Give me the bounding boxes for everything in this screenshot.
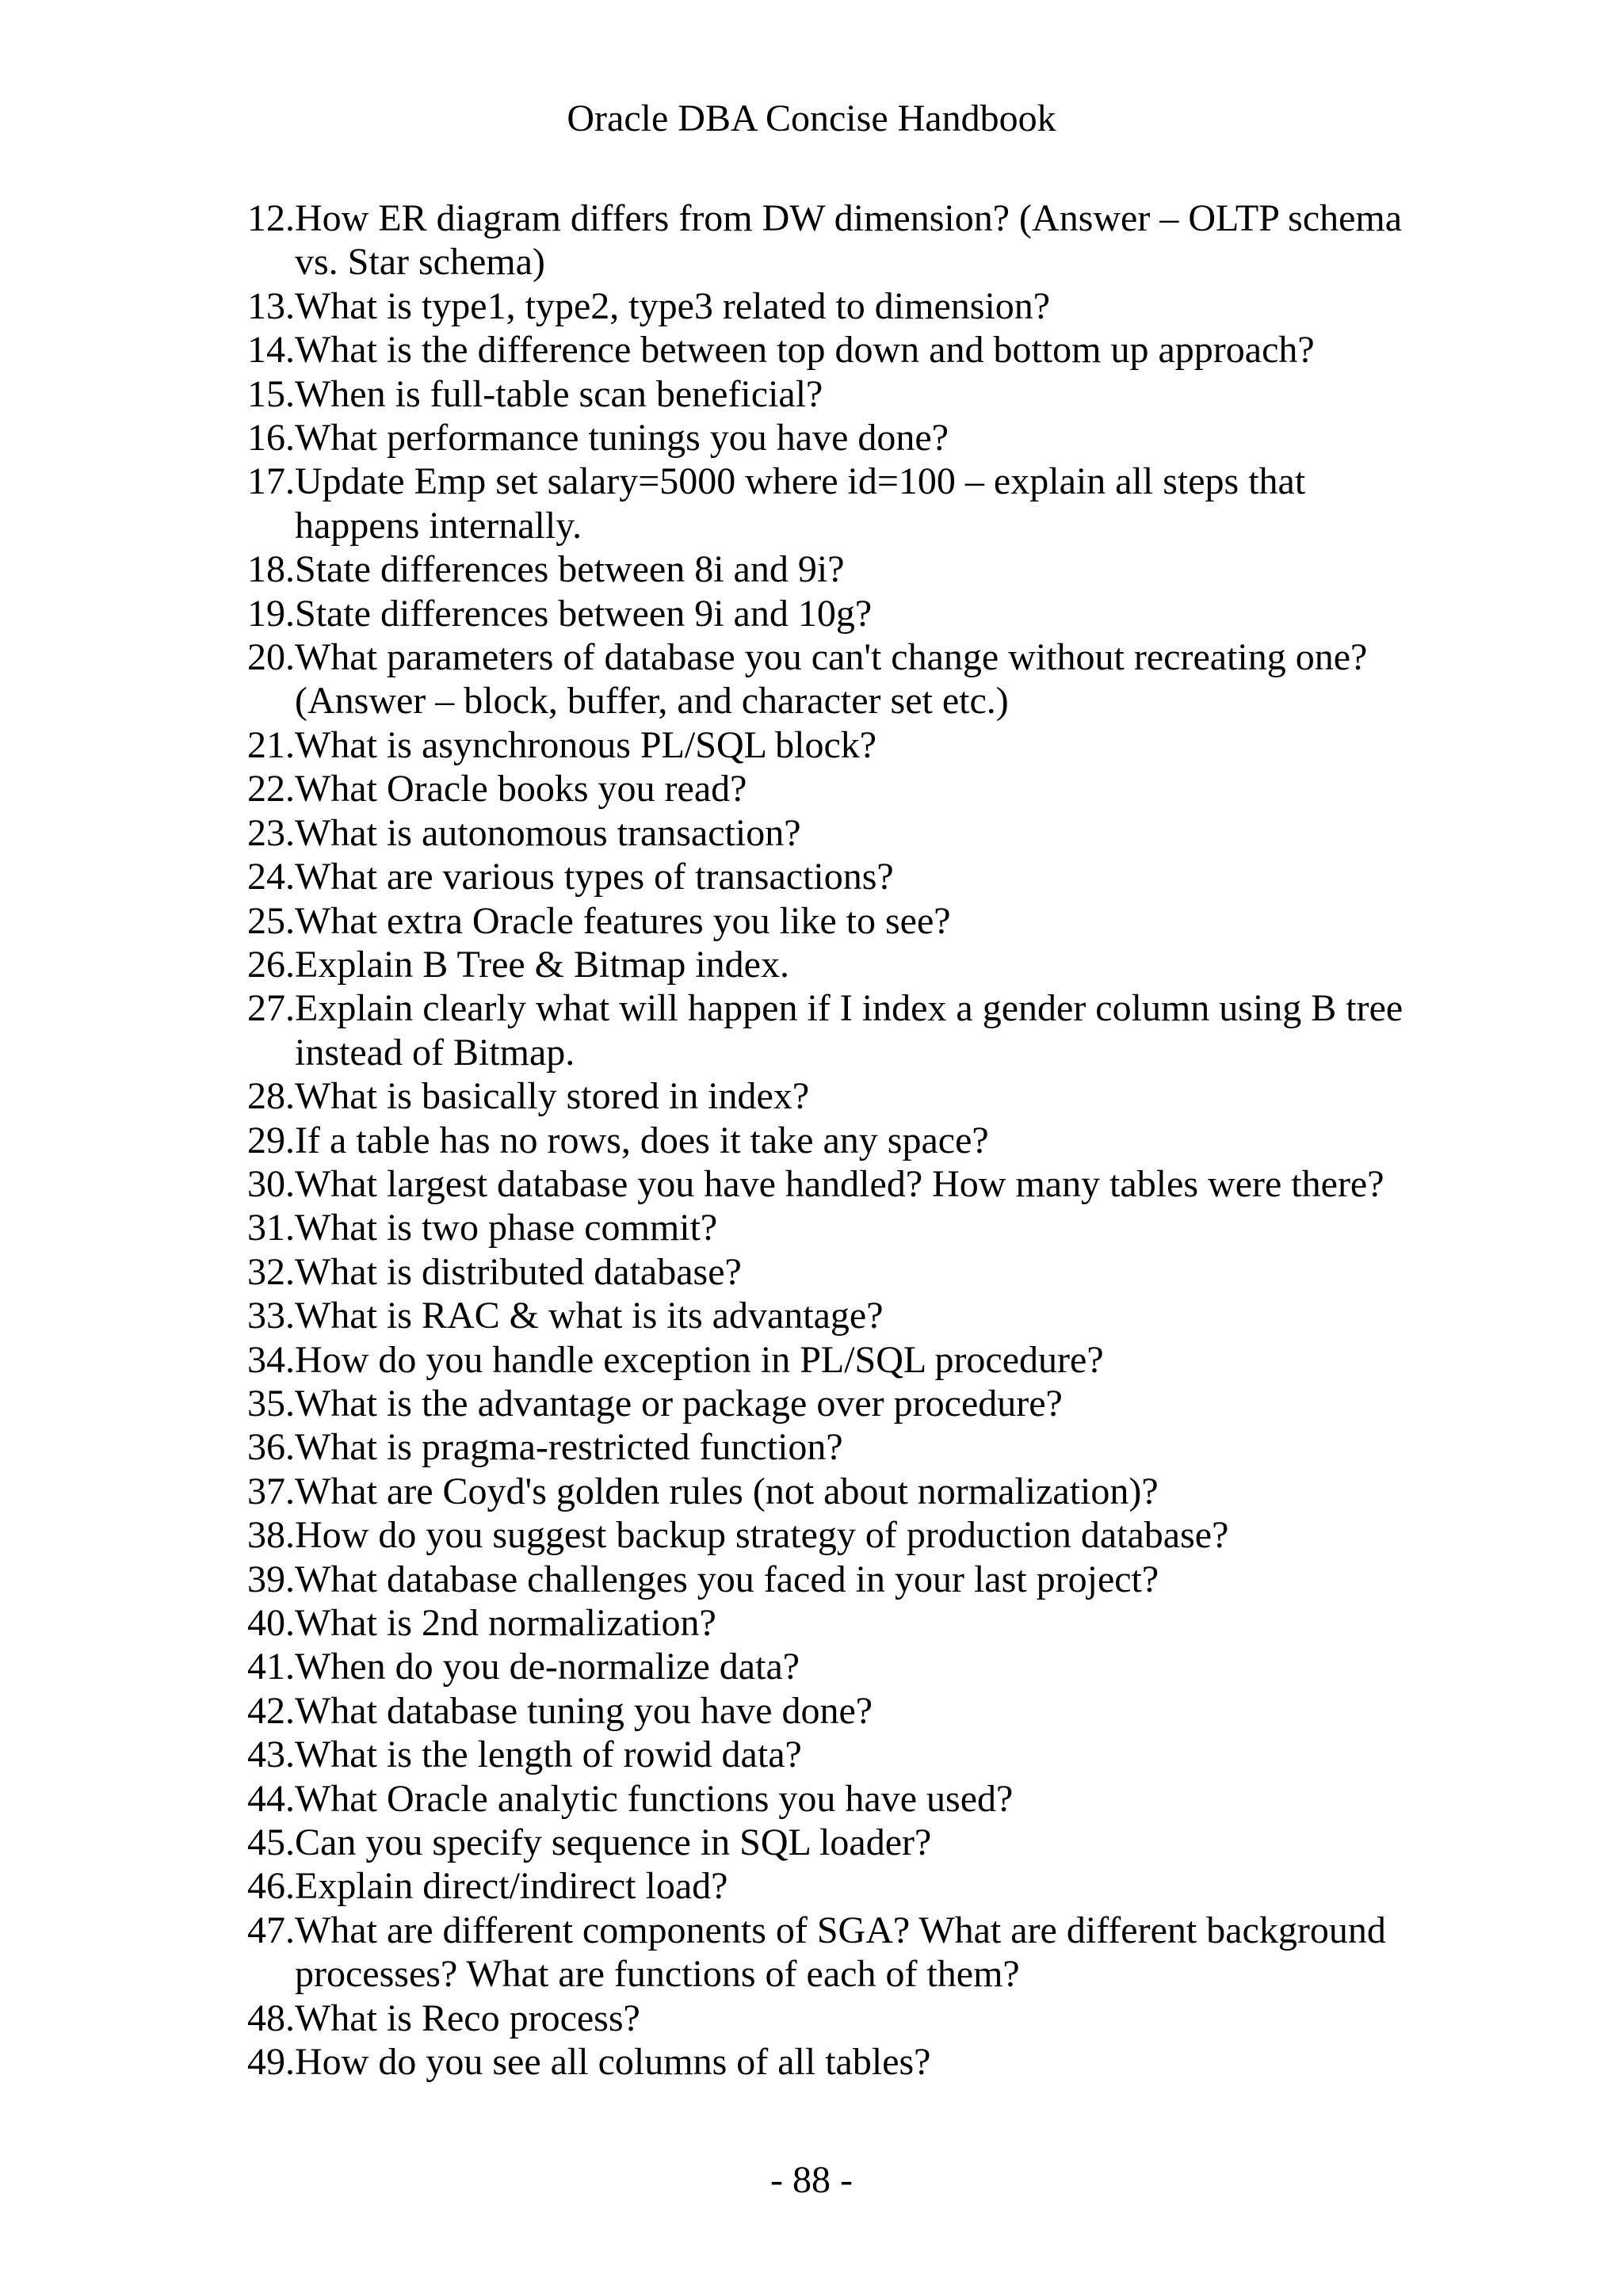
question-text: [295, 1821, 1442, 1864]
question-text-line: happens internally.: [295, 504, 582, 547]
question-item: [238, 592, 1442, 635]
question-text-line: processes? What are functions of each of them?: [295, 1953, 1020, 1996]
question-number: 46.: [247, 1865, 295, 1908]
question-text-line: How do you suggest backup strategy of production database?: [295, 1514, 1229, 1557]
question-text: [295, 635, 1442, 723]
question-text-line: Explain direct/indirect load?: [295, 1865, 728, 1908]
question-item: [238, 460, 1442, 547]
question-item: [238, 1864, 1442, 1908]
question-text-line: When is full-table scan beneficial?: [295, 372, 823, 415]
question-text: [295, 592, 1442, 635]
question-number: 28.: [247, 1075, 295, 1118]
question-number: 45.: [247, 1821, 295, 1864]
question-item: [238, 1294, 1442, 1337]
question-text-line: What is type1, type2, type3 related to dimension?: [295, 284, 1051, 327]
question-item: [238, 196, 1442, 284]
question-text-line: What database challenges you faced in your last project?: [295, 1558, 1159, 1600]
question-item: [238, 767, 1442, 810]
question-number: 32.: [247, 1250, 295, 1293]
question-text-line: State differences between 8i and 9i?: [295, 548, 845, 591]
question-text-line: What extra Oracle features you like to see?: [295, 899, 951, 942]
question-number: 26.: [247, 943, 295, 986]
question-item: [238, 1119, 1442, 1162]
question-text: [295, 196, 1442, 284]
question-text-line: How ER diagram differs from DW dimension? (Answer – OLTP schema: [295, 197, 1403, 239]
question-text: [295, 1250, 1442, 1294]
question-text: [295, 986, 1442, 1074]
question-item: [238, 372, 1442, 416]
question-number: 43.: [247, 1733, 295, 1776]
question-text: [295, 1425, 1442, 1469]
question-item: [238, 723, 1442, 767]
question-text-line: What are different components of SGA? What are different background: [295, 1909, 1386, 1951]
question-number: 17.: [247, 460, 295, 503]
question-item: [238, 1909, 1442, 1997]
question-text-line: What is distributed database?: [295, 1250, 742, 1293]
question-item: [238, 547, 1442, 591]
question-number: 15.: [247, 372, 295, 415]
question-item: [238, 1382, 1442, 1425]
question-item: [238, 416, 1442, 460]
question-text-line: What is two phase commit?: [295, 1207, 718, 1249]
page-header-title: Oracle DBA Concise Handbook: [567, 97, 1056, 139]
question-item: [238, 1645, 1442, 1688]
question-text-line: vs. Star schema): [295, 241, 545, 284]
question-text: [295, 1294, 1442, 1337]
question-number: 33.: [247, 1295, 295, 1337]
question-number: 29.: [247, 1119, 295, 1161]
question-number: 37.: [247, 1470, 295, 1512]
question-text: [295, 1601, 1442, 1645]
question-item: [238, 1074, 1442, 1118]
question-text: [295, 1513, 1442, 1557]
question-number: 48.: [247, 1997, 295, 2039]
question-item: [238, 1689, 1442, 1733]
question-text: [295, 1074, 1442, 1118]
question-text-line: What is the advantage or package over procedure?: [295, 1382, 1063, 1425]
question-text-line: What is autonomous transaction?: [295, 811, 801, 854]
question-text-line: Explain B Tree & Bitmap index.: [295, 943, 789, 986]
question-text: [295, 547, 1442, 591]
question-item: [238, 2040, 1442, 2084]
question-text-line: Explain clearly what will happen if I index a gender column using B tree: [295, 987, 1403, 1030]
question-text-line: (Answer – block, buffer, and character set etc.): [295, 680, 1009, 723]
question-text-line: How do you handle exception in PL/SQL procedure?: [295, 1338, 1104, 1381]
question-number: 14.: [247, 329, 295, 372]
question-number: 16.: [247, 417, 295, 460]
question-number: 38.: [247, 1514, 295, 1557]
question-text: [295, 1645, 1442, 1688]
question-text-line: How do you see all columns of all tables?: [295, 2041, 931, 2084]
question-text-line: What is pragma-restricted function?: [295, 1426, 843, 1469]
question-item: [238, 899, 1442, 943]
question-text-line: What is the length of rowid data?: [295, 1733, 802, 1776]
question-number: 39.: [247, 1558, 295, 1600]
question-text-line: What Oracle books you read?: [295, 768, 747, 810]
question-number: 22.: [247, 768, 295, 810]
question-text-line: If a table has no rows, does it take any space?: [295, 1119, 989, 1161]
question-text: [295, 372, 1442, 416]
question-number: 21.: [247, 723, 295, 766]
question-item: [238, 1997, 1442, 2040]
question-text: [295, 1777, 1442, 1821]
question-text: [295, 1382, 1442, 1425]
question-number: 34.: [247, 1338, 295, 1381]
question-number: 13.: [247, 284, 295, 327]
question-item: [238, 1470, 1442, 1513]
question-text: [295, 1206, 1442, 1249]
question-number: 49.: [247, 2041, 295, 2084]
question-text: [295, 1864, 1442, 1908]
question-text-line: What is 2nd normalization?: [295, 1602, 716, 1644]
question-item: [238, 1162, 1442, 1206]
question-number: 30.: [247, 1162, 295, 1205]
question-text: [295, 899, 1442, 943]
question-text: [295, 460, 1442, 547]
question-item: [238, 943, 1442, 986]
question-number: 18.: [247, 548, 295, 591]
question-text-line: What largest database you have handled? How many tables were there?: [295, 1162, 1384, 1205]
question-text-line: What is the difference between top down and bottom up approach?: [295, 329, 1315, 372]
question-text: [295, 1119, 1442, 1162]
question-number: 31.: [247, 1207, 295, 1249]
question-item: [238, 1601, 1442, 1645]
question-text: [295, 811, 1442, 855]
question-item: [238, 1338, 1442, 1382]
question-text-line: What are Coyd's golden rules (not about normalization)?: [295, 1470, 1159, 1512]
question-number: 12.: [247, 197, 295, 239]
question-text: [295, 1470, 1442, 1513]
question-item: [238, 1821, 1442, 1864]
question-text-line: When do you de-normalize data?: [295, 1646, 800, 1688]
question-text: [295, 855, 1442, 898]
question-text: [295, 416, 1442, 460]
question-text: [295, 1909, 1442, 1997]
question-item: [238, 284, 1442, 328]
question-text: [295, 943, 1442, 986]
question-number: 47.: [247, 1909, 295, 1951]
page-number: - 88 -: [770, 2159, 853, 2201]
question-text-line: What parameters of database you can't change without recreating one?: [295, 636, 1368, 679]
question-list: [238, 196, 1442, 2084]
question-number: 42.: [247, 1689, 295, 1732]
question-text-line: What is basically stored in index?: [295, 1075, 810, 1118]
question-number: 24.: [247, 856, 295, 898]
question-number: 23.: [247, 811, 295, 854]
question-number: 19.: [247, 592, 295, 635]
question-text-line: Update Emp set salary=5000 where id=100 – explain all steps that: [295, 460, 1306, 503]
question-number: 40.: [247, 1602, 295, 1644]
question-item: [238, 635, 1442, 723]
question-text-line: Can you specify sequence in SQL loader?: [295, 1821, 932, 1864]
question-text-line: What database tuning you have done?: [295, 1689, 873, 1732]
question-text: [295, 767, 1442, 810]
question-item: [238, 1425, 1442, 1469]
question-text: [295, 1558, 1442, 1601]
question-text: [295, 1689, 1442, 1733]
question-number: 36.: [247, 1426, 295, 1469]
question-text: [295, 1162, 1442, 1206]
question-number: 25.: [247, 899, 295, 942]
question-text: [295, 2040, 1442, 2084]
question-text-line: What performance tunings you have done?: [295, 417, 949, 460]
question-text-line: State differences between 9i and 10g?: [295, 592, 873, 635]
question-text: [295, 1733, 1442, 1776]
question-number: 27.: [247, 987, 295, 1030]
question-item: [238, 1558, 1442, 1601]
question-item: [238, 328, 1442, 372]
question-item: [238, 1733, 1442, 1776]
question-item: [238, 811, 1442, 855]
question-item: [238, 1250, 1442, 1294]
question-text: [295, 328, 1442, 372]
question-text: [295, 1997, 1442, 2040]
question-text: [295, 1338, 1442, 1382]
question-text-line: What are various types of transactions?: [295, 856, 894, 898]
question-number: 44.: [247, 1777, 295, 1820]
question-text-line: instead of Bitmap.: [295, 1031, 575, 1074]
question-item: [238, 855, 1442, 898]
question-text: [295, 284, 1442, 328]
question-number: 20.: [247, 636, 295, 679]
question-text-line: What is RAC & what is its advantage?: [295, 1295, 884, 1337]
question-number: 35.: [247, 1382, 295, 1425]
question-text-line: What Oracle analytic functions you have used?: [295, 1777, 1014, 1820]
question-item: [238, 1777, 1442, 1821]
question-item: [238, 1206, 1442, 1249]
question-number: 41.: [247, 1646, 295, 1688]
question-item: [238, 1513, 1442, 1557]
question-item: [238, 986, 1442, 1074]
question-text-line: What is asynchronous PL/SQL block?: [295, 723, 877, 766]
question-text-line: What is Reco process?: [295, 1997, 640, 2039]
question-text: [295, 723, 1442, 767]
